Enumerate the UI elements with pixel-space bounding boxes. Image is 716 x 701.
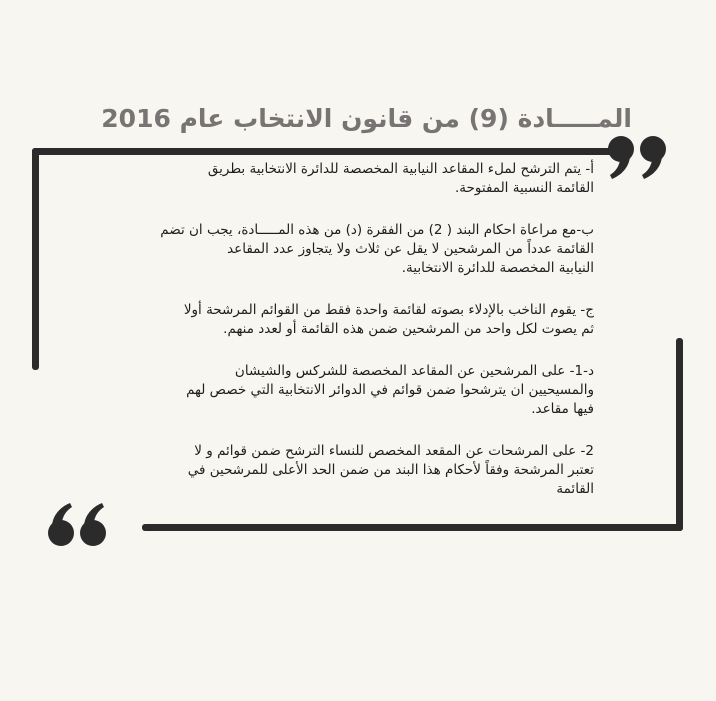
text-line: ب-مع مراعاة احكام البند ( 2) من الفقرة (د) من هذه المـــــادة، يجب ان تضم	[160, 222, 594, 238]
text-line: تعتبر المرشحة وفقاً لأحكام هذا البند من ضمن الحد الأعلى للمرشحين في	[187, 462, 594, 478]
text-line: أ- يتم الترشح لملء المقاعد النيابية المخصصة للدائرة الانتخابية بطريق	[207, 161, 594, 177]
page-title: المـــــادة (9) من قانون الانتخاب عام 2016	[101, 104, 632, 133]
text-line: ج- يقوم الناخب بالإدلاء بصوته لقائمة واحدة فقط من القوائم المرشحة أولا	[183, 302, 594, 318]
text-line: النيابية المخصصة للدائرة الانتخابية.	[401, 260, 594, 276]
frame-top-border	[32, 148, 614, 155]
article-text	[100, 160, 594, 522]
text-line: القائمة	[556, 481, 594, 497]
clause-b	[100, 221, 594, 278]
clause-a	[100, 160, 594, 198]
opening-quote-icon	[44, 502, 108, 548]
text-line: والمسيحيين ان يترشحوا ضمن قوائم في الدوائر الانتخابية التي خصص لهم	[186, 382, 594, 398]
frame-right-border	[676, 338, 683, 531]
text-line: د-1- على المرشحين عن المقاعد المخصصة للشركس والشيشان	[234, 363, 594, 379]
text-line: ثم يصوت لكل واحد من المرشحين ضمن هذه القائمة أو لعدد منهم.	[223, 321, 594, 337]
closing-quote-icon	[606, 134, 670, 180]
frame-left-border	[32, 148, 39, 370]
clause-d-2	[100, 442, 594, 499]
clause-d-1	[100, 362, 594, 419]
text-line: فيها مقاعد.	[531, 401, 594, 417]
text-line: القائمة عدداً من المرشحين لا يقل عن ثلاث ولا يتجاوز عدد المقاعد	[227, 241, 594, 257]
clause-c	[100, 301, 594, 339]
frame-bottom-border	[142, 524, 683, 531]
text-line: 2- على المرشحات عن المقعد المخصص للنساء الترشح ضمن قوائم و لا	[194, 443, 594, 459]
text-line: القائمة النسبية المفتوحة.	[455, 180, 594, 196]
